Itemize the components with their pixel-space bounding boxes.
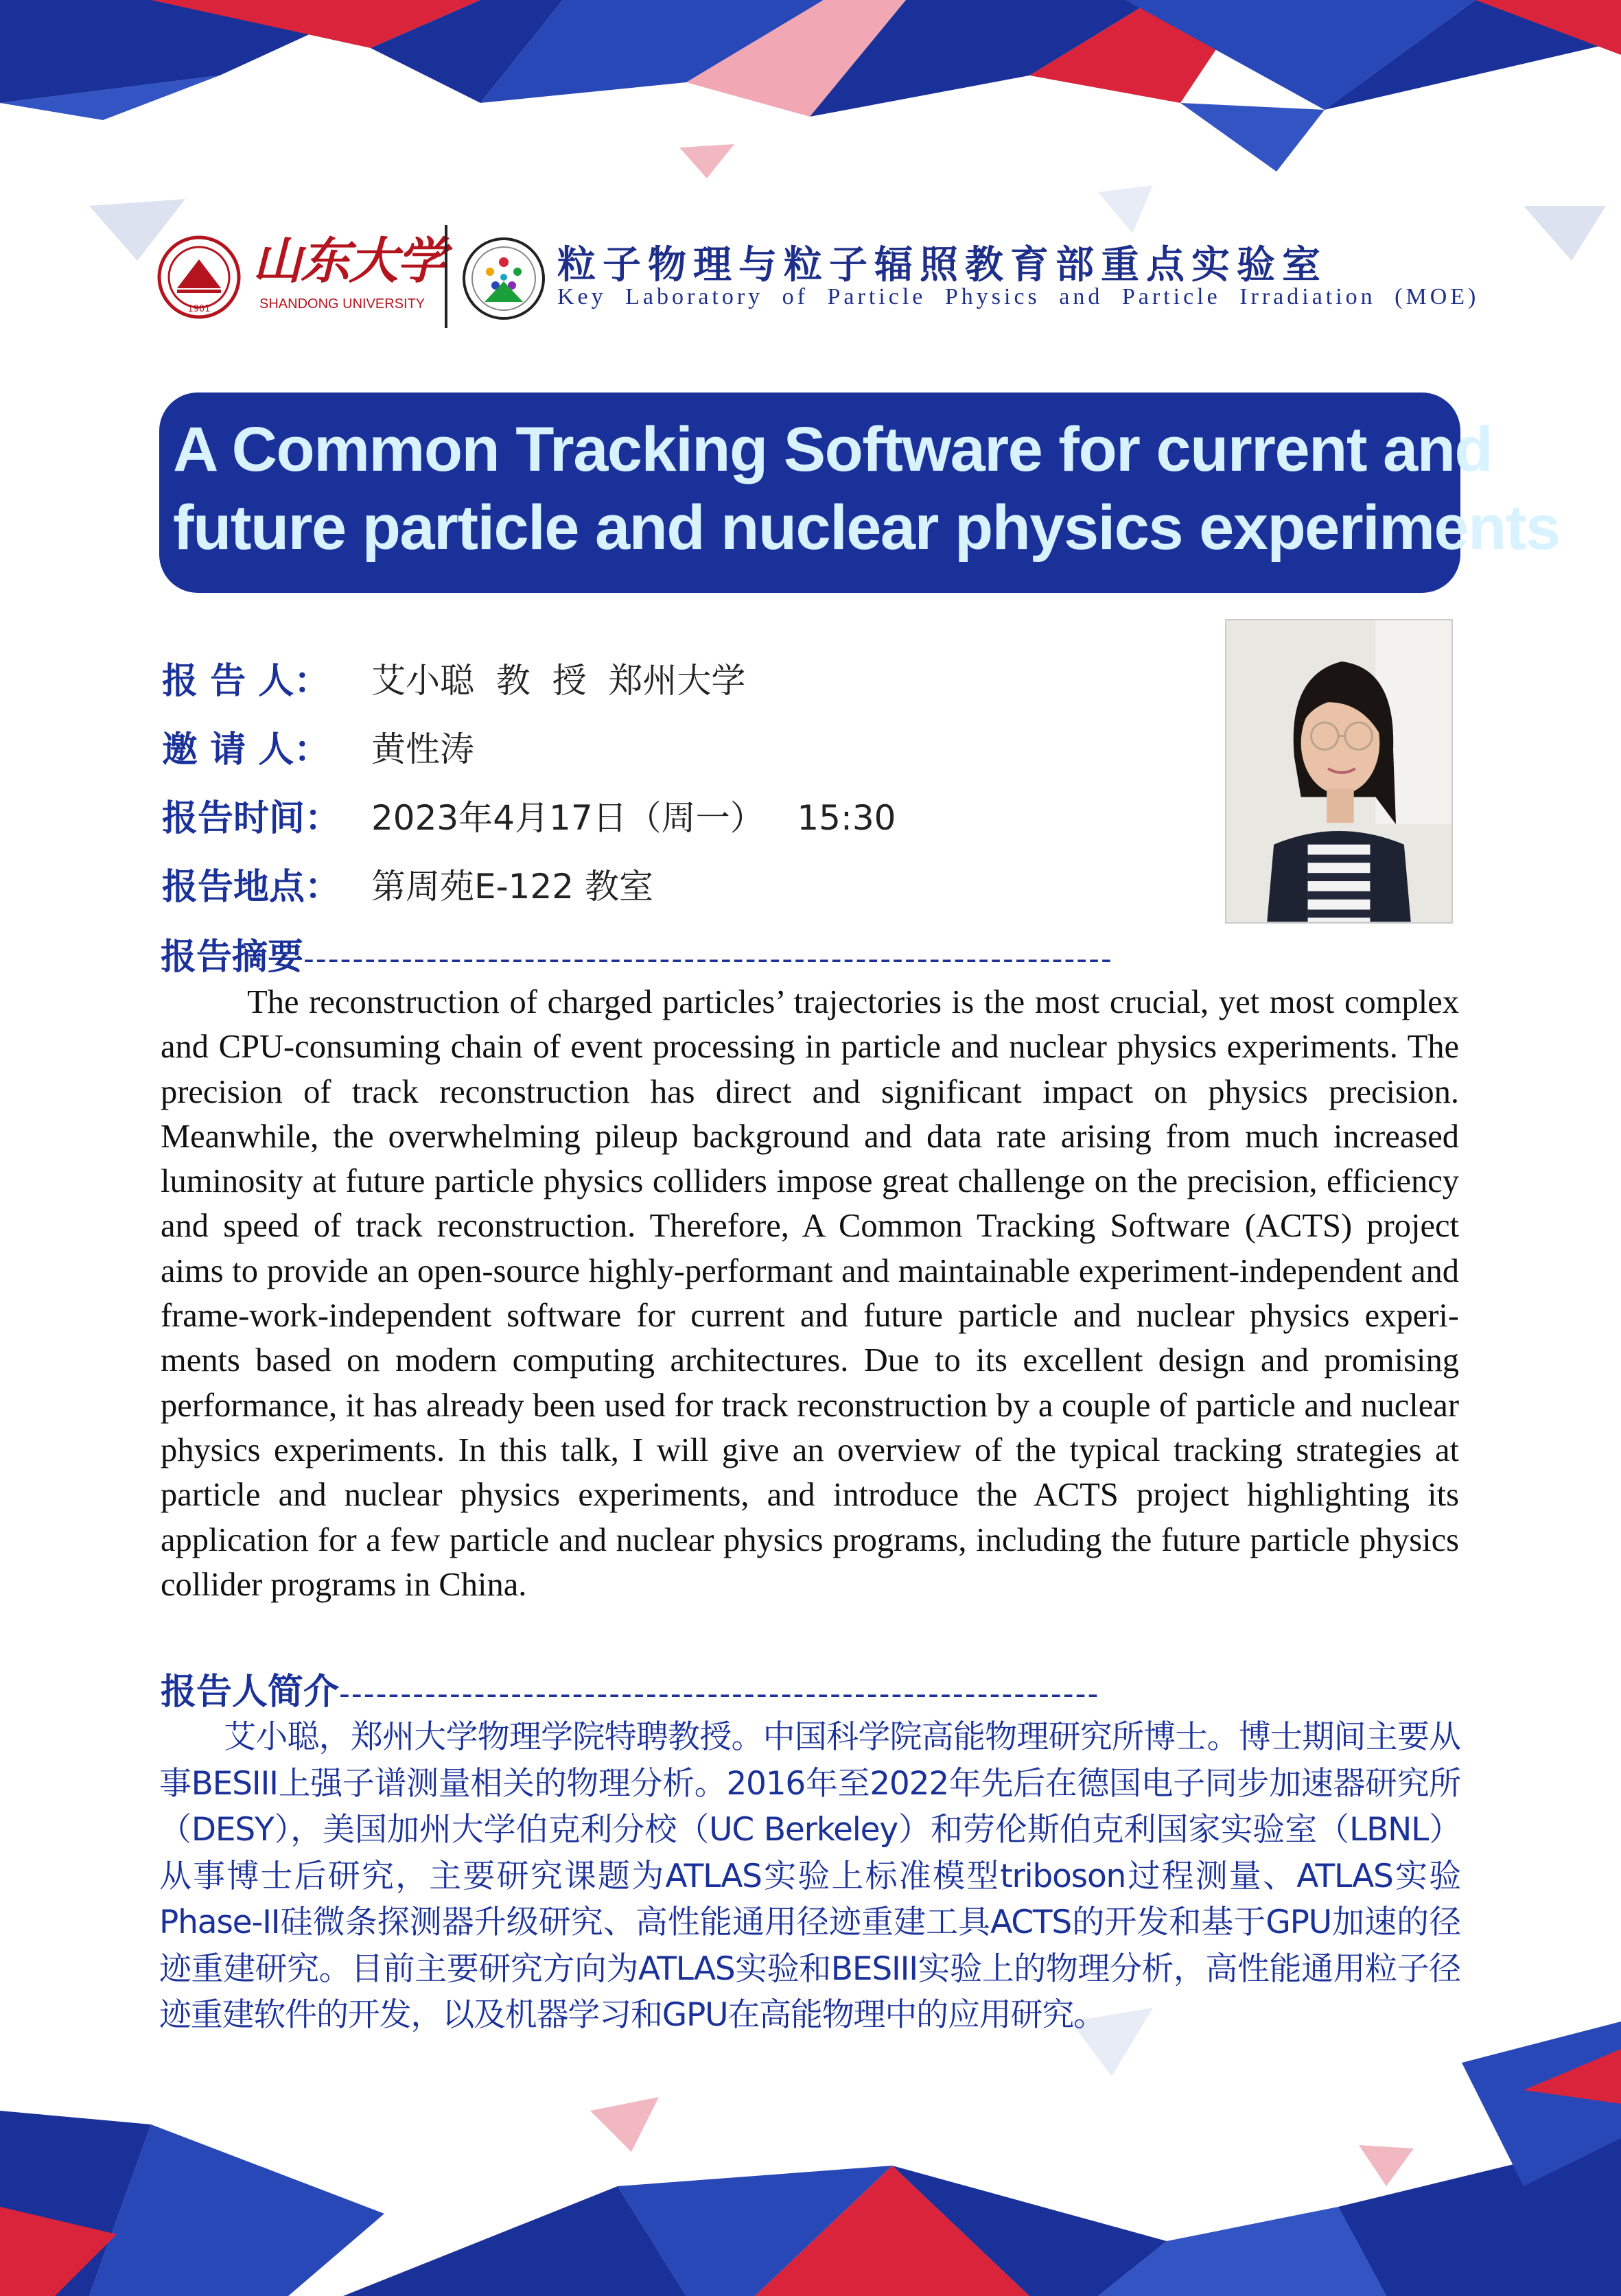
- time-value: 2023年4月17日（周一） 15:30: [371, 798, 896, 838]
- speaker-label: 报 告 人：: [162, 661, 330, 702]
- university-name-en: SHANDONG UNIVERSITY: [259, 296, 425, 312]
- place-label: 报告地点：: [162, 867, 341, 908]
- bottom-decoration: [0, 2008, 1621, 2296]
- time-label: 报告时间：: [162, 798, 341, 839]
- host-label: 邀 请 人：: [162, 729, 330, 771]
- lab-logo-icon: [461, 236, 546, 321]
- logo-divider: [445, 225, 447, 328]
- abstract-text: The reconstruction of charged particles’ trajectories is the most crucial, yet most complex and CPU-consuming chain of event processing in particle and nuclear physics experiments. The precision of track reconstruction has direct and significant impact on physics precision. Meanwhile, the overwhelming pileup background and data rate arising from much increased luminosity at future particle physics colliders impose great challenge on the precision, efficiency and speed of track reconstruction. Therefore, A Common Tracking Software (ACTS) project aims to provide an open-source highly-performant and maintainable experiment-independent and frame-work-independent software for current and future particle and nuclear physics experi-ments based on modern computing architectures. Due to its excellent design and promising performance, it has already been used for track reconstruction by a couple of particle and nuclear physics experiments. In this talk, I will give an overview of the typical tracking strategies at particle and nuclear physics experiments, and introduce the ACTS project highlighting its application for a few particle and nuclear physics programs, including the future particle physics collider programs in China.: [161, 984, 1459, 1603]
- bio-heading: [161, 1663, 1471, 1711]
- university-seal-year: 1901: [187, 304, 211, 314]
- speaker-value: 艾小聪 教 授 郑州大学: [371, 661, 746, 701]
- talk-title-banner: [159, 393, 1560, 593]
- abstract-heading-dashes: ------------------------------------------------------------------: [303, 941, 1113, 976]
- university-name-cn: 山东大学: [253, 231, 445, 290]
- place-value: 第周苑E-122 教室: [371, 867, 653, 906]
- abstract-heading: [161, 928, 1471, 976]
- lab-name-cn: 粒子物理与粒子辐照教育部重点实验室: [557, 243, 1327, 288]
- university-seal-icon: [156, 235, 242, 320]
- header: [156, 220, 1480, 329]
- bio-text: 艾小聪，郑州大学物理学院特聘教授。中国科学院高能物理研究所博士。博士期间主要从事BESIII上强子谱测量相关的物理分析。2016年至2022年先后在德国电子同步加速器研究所（DESY），美国加州大学伯克利分校（UC Berkeley）和劳伦斯伯克利国家实验室（LBNL）从事博士后研究，主要研究课题为ATLAS实验上标准模型triboson过程测量、ATLAS实验Phase-II硅微条探测器升级研究、高性能通用径迹重建工具ACTS的开发和基于GPU加速的径迹重建研究。目前主要研究方向为ATLAS实验和BESIII实验上的物理分析，高性能通用粒子径迹重建软件的开发，以及机器学习和GPU在高能物理中的应用研究。: [159, 1718, 1460, 2034]
- speaker-photo: [1225, 619, 1453, 924]
- talk-title-line-1: A Common Tracking Software for current and: [173, 414, 1493, 484]
- bio-heading-dashes: --------------------------------------------------------------: [339, 1676, 1100, 1711]
- lab-name-en: Key Laboratory of Particle Physics and Particle Irradiation (MOE): [557, 284, 1480, 309]
- abstract-heading-title: 报告摘要: [161, 937, 304, 976]
- host-value: 黄性涛: [371, 729, 474, 769]
- bio-heading-title: 报告人简介: [161, 1672, 340, 1711]
- talk-title-line-2: future particle and nuclear physics experiments: [173, 493, 1560, 563]
